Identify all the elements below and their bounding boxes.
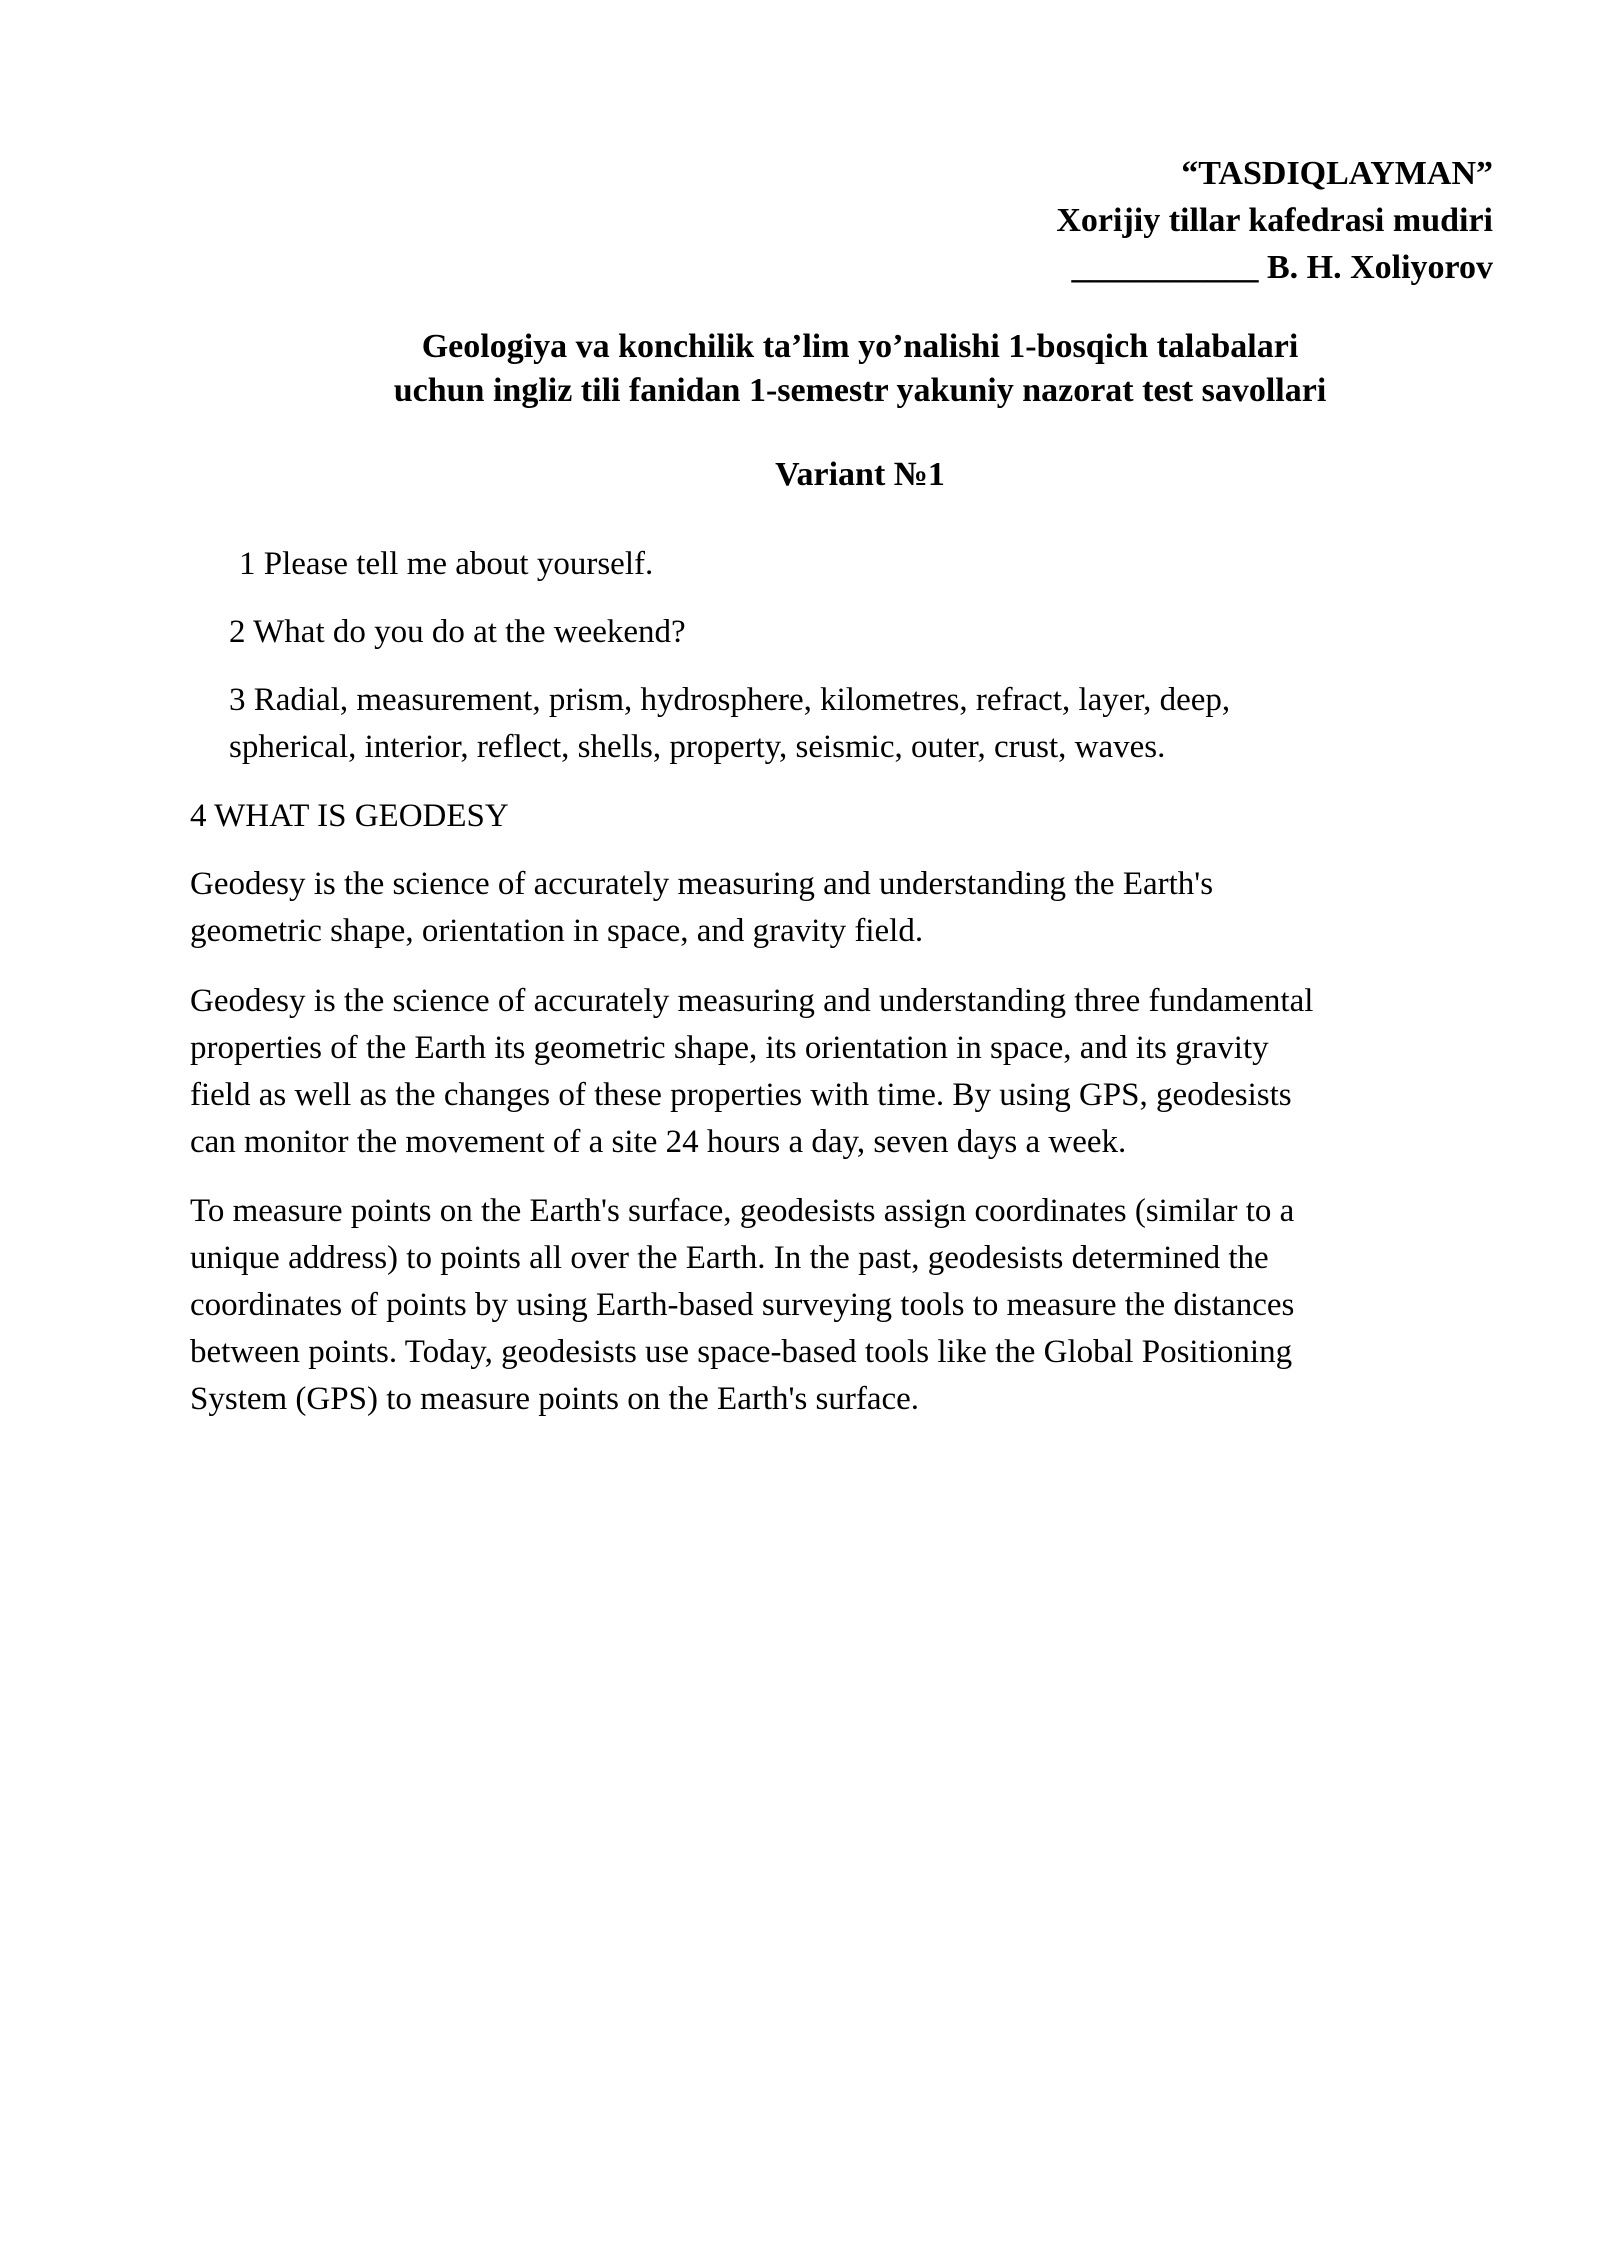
paragraph-2 [190,978,1510,1166]
title-line-1: Geologiya va konchilik ta’lim yo’nalishi 1-bosqich talabalari [421,328,1299,365]
paragraph-1-line-1: Geodesy is the science of accurately measuring and understanding the Earth's [190,866,1214,902]
paragraph-2-line-4: can monitor the movement of a site 24 hours a day, seven days a week. [190,1124,1127,1160]
approval-position: Xorijiy tillar kafedrasi mudiri [1056,202,1493,239]
question-3-line-1: 3 Radial, measurement, prism, hydrosphere, kilometres, refract, layer, deep, [229,682,1231,718]
paragraph-3-line-5: System (GPS) to measure points on the Earth's surface. [190,1381,920,1417]
approval-block [1056,150,1493,291]
title-line-2: uchun ingliz tili fanidan 1-semestr yakuniy nazorat test savollari [393,372,1327,409]
paragraph-1-line-2: geometric shape, orientation in space, and gravity field. [190,913,924,949]
question-1: 1 Please tell me about yourself. [239,546,654,582]
paragraph-2-line-2: properties of the Earth its geometric shape, its orientation in space, and its gravity [190,1030,1269,1066]
question-3-line-2: spherical, interior, reflect, shells, property, seismic, outer, crust, waves. [229,729,1166,765]
paragraph-3-line-1: To measure points on the Earth's surface, geodesists assign coordinates (similar to a [190,1193,1295,1229]
paragraph-2-line-1: Geodesy is the science of accurately measuring and understanding three fundamental [190,983,1314,1019]
variant-heading: Variant №1 [775,456,945,493]
paragraph-2-line-3: field as well as the changes of these properties with time. By using GPS, geodesists [190,1077,1292,1113]
paragraph-3-line-2: unique address) to points all over the Earth. In the past, geodesists determined the [190,1240,1269,1276]
paragraph-1 [190,861,1510,955]
paragraph-3 [190,1188,1510,1423]
question-4-heading: 4 WHAT IS GEODESY [190,798,509,834]
paragraph-3-line-3: coordinates of points by using Earth-based surveying tools to measure the distances [190,1287,1295,1323]
approval-heading: “TASDIQLAYMAN” [1181,155,1493,192]
question-2: 2 What do you do at the weekend? [229,614,686,650]
question-3 [229,677,1429,771]
document-title [190,325,1530,413]
approval-signature-line: ___________ B. H. Xoliyorov [1071,249,1493,286]
paragraph-3-line-4: between points. Today, geodesists use space-based tools like the Global Positioning [190,1334,1293,1370]
